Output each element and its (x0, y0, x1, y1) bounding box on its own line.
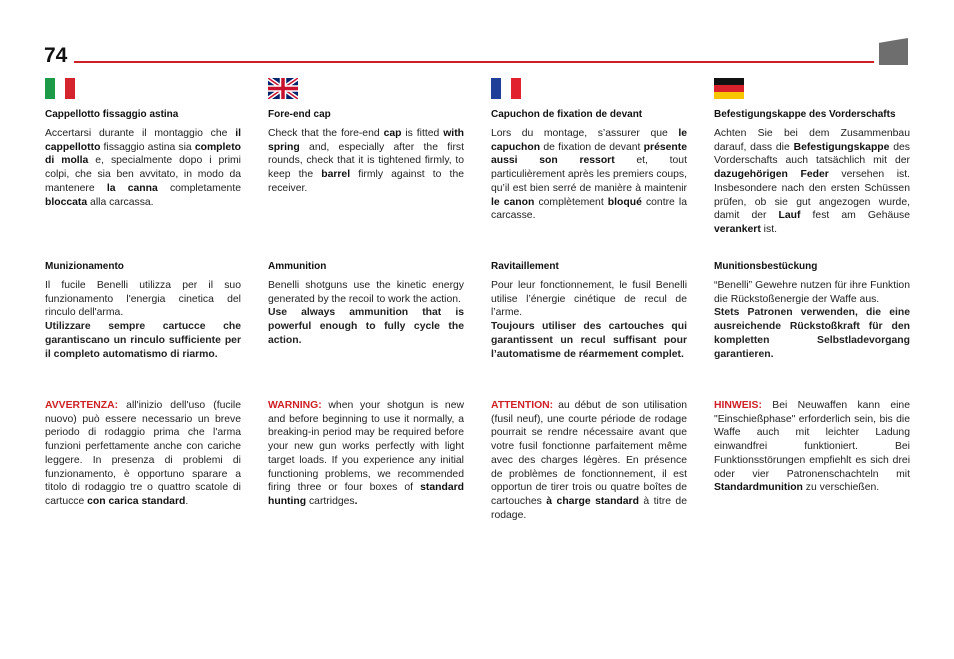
section-body: Accertarsi durante il montaggio che il cappellotto fissaggio astina sia completo di molla e, specialmente dopo i primi colpi, che sia ben avvitato, in modo da mantenere la canna completamente bloccata alla carcassa. (45, 128, 241, 208)
warning-label: WARNING: (268, 400, 322, 411)
section-fore-end-cap (491, 108, 687, 223)
column-french (491, 78, 687, 521)
section-heading: Munitionsbestückung (714, 261, 818, 272)
section-heading: Munizionamento (45, 261, 124, 272)
section-warning (268, 399, 464, 509)
section-body: Lors du montage, s’assurer que le capuchon de fixation de devant présente aussi son ressort et, tout particulièrement après les premiers coups, qu’il est bien serré de manière à maintenir le canon complètement bloqué contre la carcasse. (491, 128, 687, 222)
uk-flag-icon (268, 78, 298, 99)
warning-text: AVVERTENZA: all'inizio dell'uso (fucile nuovo) può essere necessario un breve periodo di rodaggio prima che l'arma funzioni perfettamente anche con cariche leggere. In presenza di problemi di funzionamento, è opportuno sparare a titolo di rodaggio tre o quattro scatole di cartucce con carica standard. (45, 400, 241, 507)
page-number: 74 (44, 44, 68, 67)
section-heading: Ammunition (268, 261, 327, 272)
section-tab (879, 38, 908, 65)
section-body: “Benelli” Gewehre nutzen für ihre Funktion die Rückstoßenergie der Waffe aus. (714, 280, 910, 305)
warning-label: AVVERTENZA: (45, 400, 119, 411)
section-body: Il fucile Benelli utilizza per il suo funzionamento l'energia cinetica del rinculo dell'arma. (45, 280, 241, 319)
section-ammunition (714, 260, 910, 361)
section-body: Achten Sie bei dem Zusammenbau darauf, dass die Befestigungskappe des Vorderschafts auch tatsächlich mit der dazugehörigen Feder versehen ist. Insbesondere nach den ersten Schüssen prüfen, ob sie gut angezogen wurde, damit der Lauf fest am Gehäuse verankert ist. (714, 128, 911, 235)
column-italian (45, 78, 241, 507)
section-ammunition (45, 260, 241, 361)
section-emphasis: Use always ammunition that is powerful enough to fully cycle the action. (268, 307, 464, 346)
france-flag-icon (491, 78, 521, 99)
section-body: Check that the fore-end cap is fitted with spring and, especially after the first rounds, check that it is tightened firmly, to keep the barrel firmly against to the receiver. (268, 128, 465, 194)
section-body: Pour leur fonctionnement, le fusil Benelli utilise l’énergie cinétique de recul de l’arme. (491, 280, 687, 319)
warning-text: ATTENTION: au début de son utilisation (fusil neuf), une courte période de rodage pourrait se rendre nécessaire avant que votre fusil fonctionne parfaitement même avec des charges légères. En présence de problèmes de fonctionnement, il est opportun de tirer trois ou quatre boîtes de cartouches à charge standard à titre de rodage. (491, 400, 687, 521)
warning-text: WARNING: when your shotgun is new and before beginning to use it normally, a breaking-in period may be required before your new gun works perfectly with light target loads. If you experience any initial functioning problems, we recommended firing three or four boxes of standard hunting cartridges. (268, 400, 464, 507)
section-heading: Fore-end cap (268, 109, 331, 120)
section-heading: Cappellotto fissaggio astina (45, 109, 179, 120)
section-emphasis: Utilizzare sempre cartucce che garantiscano un rinculo sufficiente per il completo automatismo di riarmo. (45, 321, 241, 360)
section-warning (491, 399, 687, 522)
column-english (268, 78, 465, 507)
section-emphasis: Toujours utiliser des cartouches qui garantissent un recul suffisant pour l’automatisme de réarmement complet. (491, 321, 687, 360)
germany-flag-icon (714, 78, 744, 99)
section-warning (714, 399, 910, 495)
section-heading: Befestigungskappe des Vorderschafts (714, 109, 896, 120)
italy-flag-icon (45, 78, 75, 99)
warning-label: HINWEIS: (714, 400, 762, 411)
section-body: Benelli shotguns use the kinetic energy generated by the recoil to work the action. (268, 280, 464, 305)
section-fore-end-cap (268, 108, 464, 196)
warning-text: HINWEIS: Bei Neuwaffen kann eine "Einschießphase" erforderlich sein, bis die Waffe auch mit leichter Ladung einwandfrei funktioniert. Bei Funktionsstörungen empfiehlt es sich drei oder vier Patronenschachteln mit Standardmunition zu verschießen. (714, 400, 910, 494)
section-warning (45, 399, 241, 509)
section-emphasis: Stets Patronen verwenden, die eine ausreichende Rückstoßkraft für den kompletten Selbstladevorgang garantieren. (714, 307, 910, 360)
header-rule (74, 61, 874, 63)
section-heading: Capuchon de fixation de devant (491, 109, 643, 120)
section-heading: Ravitaillement (491, 261, 559, 272)
section-fore-end-cap (714, 108, 910, 237)
section-fore-end-cap (45, 108, 241, 209)
warning-label: ATTENTION: (491, 400, 554, 411)
column-german (714, 78, 911, 494)
section-ammunition (491, 260, 687, 361)
section-ammunition (268, 260, 464, 348)
